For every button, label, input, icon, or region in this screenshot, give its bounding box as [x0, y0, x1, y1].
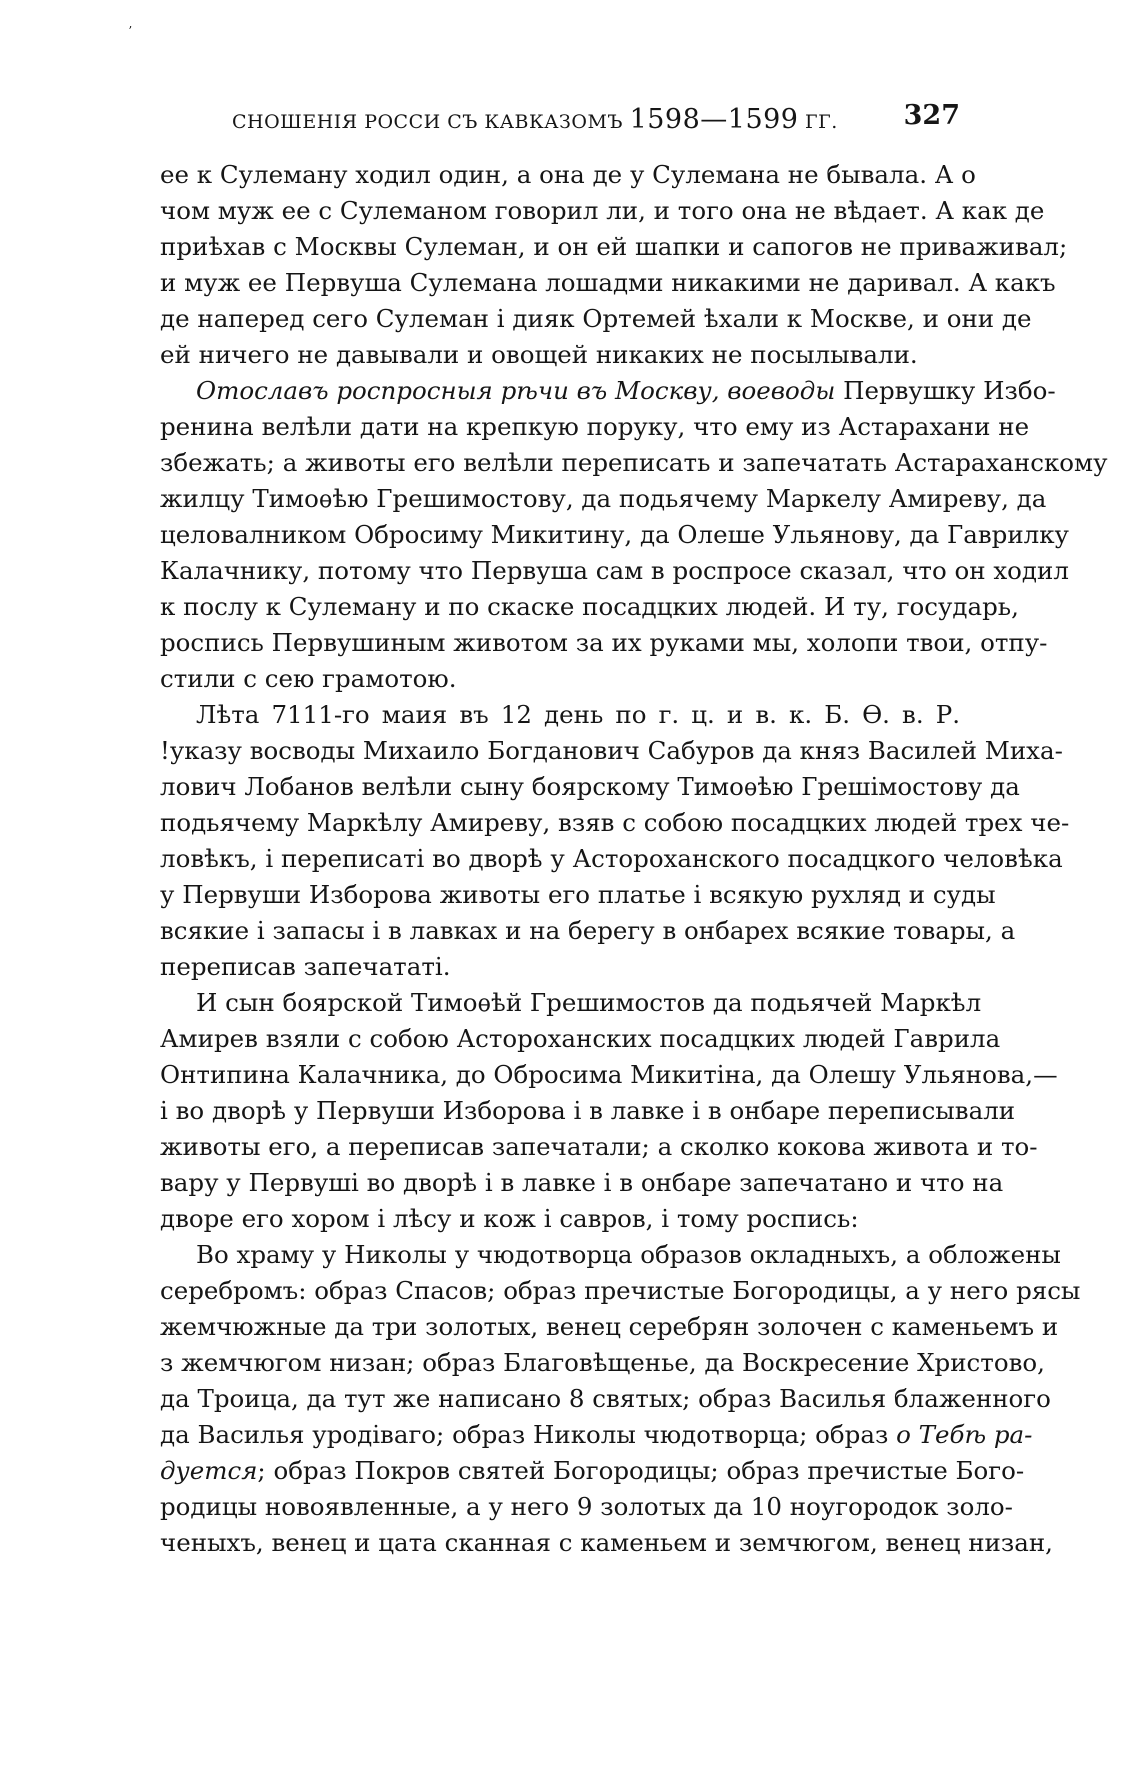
text-line: [160, 1417, 1033, 1453]
text-line: з жемчюгом низан; образ Благовѣщенье, да Воскресение Христово,: [160, 1348, 1045, 1377]
text-line: Во храму у Николы у чюдотворца образов окладныхъ, а обложены: [196, 1240, 1061, 1269]
text-line: чом муж ее с Сулеманом говорил ли, и того она не вѣдает. А как де: [160, 196, 1045, 225]
text-line: де наперед сего Сулеман і дияк Ортемей ѣхали к Москве, и они де: [160, 304, 1032, 333]
body-text: [160, 157, 1108, 1561]
text-line: Лѣта 7111-го маия въ 12 день по г. ц. и в. к. Б. Ѳ. в. Р.: [196, 700, 960, 729]
text-line: к послу к Сулеману и по скаске посадцких людей. И ту, государь,: [160, 592, 1019, 621]
text-line: ренина велѣли дати на крепкую поруку, что ему из Астарахани не: [160, 412, 1030, 441]
text-line: збежать; а животы его велѣли переписать и запечатать Астараханскому: [160, 448, 1108, 477]
text-line: ей ничего не давывали и овощей никаких не посылывали.: [160, 340, 918, 369]
text-line: у Первуши Изборова животы его платье і всякую рухляд и суды: [160, 880, 996, 909]
text-line: Онтипина Калачника, до Обросима Микитіна, да Олешу Ульянова,—: [160, 1060, 1058, 1089]
italic-phrase: дуется: [160, 1456, 258, 1485]
page-header: [160, 100, 960, 140]
text-line: родицы новоявленные, а у него 9 золотых да 10 ноугородок золо-: [160, 1492, 1013, 1521]
text-run: да Василья уродіваго; образ Николы чюдотворца; образ: [160, 1420, 897, 1449]
stray-mark: ʼ: [128, 24, 132, 38]
text-run: ; образ Покров святей Богородицы; образ пречистые Бого-: [257, 1456, 1025, 1485]
text-line: роспись Первушиным животом за их руками мы, холопи твои, отпу-: [160, 628, 1048, 657]
text-line: и муж ее Первуша Сулемана лошадми никакими не даривал. А какъ: [160, 268, 1056, 297]
text-line: [160, 373, 1056, 409]
text-line: [160, 1453, 1025, 1489]
running-head: [232, 104, 838, 135]
running-head-years: 1598—1599: [629, 104, 799, 135]
running-head-suffix: ГГ.: [798, 111, 838, 133]
text-line: приѣхав с Москвы Сулеман, и он ей шапки и сапогов не приваживал;: [160, 232, 1068, 261]
text-line: жемчюжные да три золотых, венец серебрян золочен с каменьемъ и: [160, 1312, 1059, 1341]
text-line: !указу восводы Михаило Богданович Сабуров да княз Василей Миха-: [160, 736, 1063, 765]
running-head-title: СНОШЕНІЯ РОССИ СЪ КАВКАЗОМЪ: [232, 111, 630, 133]
text-line: ловѣкъ, і переписаті во дворѣ у Астороханского посадцкого человѣка: [160, 844, 1063, 873]
text-line: ее к Сулеману ходил один, а она де у Сулемана не бывала. А о: [160, 160, 976, 189]
text-line: серебромъ: образ Спасов; образ пречистые Богородицы, а у него рясы: [160, 1276, 1081, 1305]
text-line: И сын боярской Тимоѳѣй Грешимостов да подьячей Маркѣл: [196, 988, 982, 1017]
page-number: 327: [903, 100, 960, 131]
text-line: всякие і запасы і в лавках и на берегу в онбарех всякие товары, а: [160, 916, 1016, 945]
text-line: вару у Первуші во дворѣ і в лавке і в онбаре запечатано и что на: [160, 1168, 1004, 1197]
text-line: і во дворѣ у Первуши Изборова і в лавке і в онбаре переписывали: [160, 1096, 1016, 1125]
text-line: жилцу Тимоѳѣю Грешимостову, да подьячему Маркелу Амиреву, да: [160, 484, 1047, 513]
italic-phrase: о Тебѣ ра-: [896, 1420, 1033, 1449]
text-line: целовалником Обросиму Микитину, да Олеше Ульянову, да Гаврилку: [160, 520, 1069, 549]
text-line: дворе его хором і лѣсу и кож і савров, і тому роспись:: [160, 1204, 859, 1233]
text-line: животы его, а переписав запечатали; а сколко кокова живота и то-: [160, 1132, 1038, 1161]
italic-phrase: Отославъ роспросныя рѣчи въ Москву, воеводы: [196, 376, 836, 405]
text-line: подьячему Маркѣлу Амиреву, взяв с собою посадцких людей трех че-: [160, 808, 1070, 837]
text-line: лович Лобанов велѣли сыну боярскому Тимоѳѣю Грешімостову да: [160, 772, 1020, 801]
text-line: переписав запечататі.: [160, 952, 451, 981]
text-line: Калачнику, потому что Первуша сам в роспросе сказал, что он ходил: [160, 556, 1069, 585]
text-line: стили с сею грамотою.: [160, 664, 457, 693]
text-line: Амирев взяли с собою Астороханских посадцких людей Гаврила: [160, 1024, 1001, 1053]
text-line: ченыхъ, венец и цата сканная с каменьем и земчюгом, венец низан,: [160, 1528, 1053, 1557]
text-line: да Троица, да тут же написано 8 святых; образ Василья блаженного: [160, 1384, 1051, 1413]
text-run: Первушку Избо-: [835, 376, 1056, 405]
